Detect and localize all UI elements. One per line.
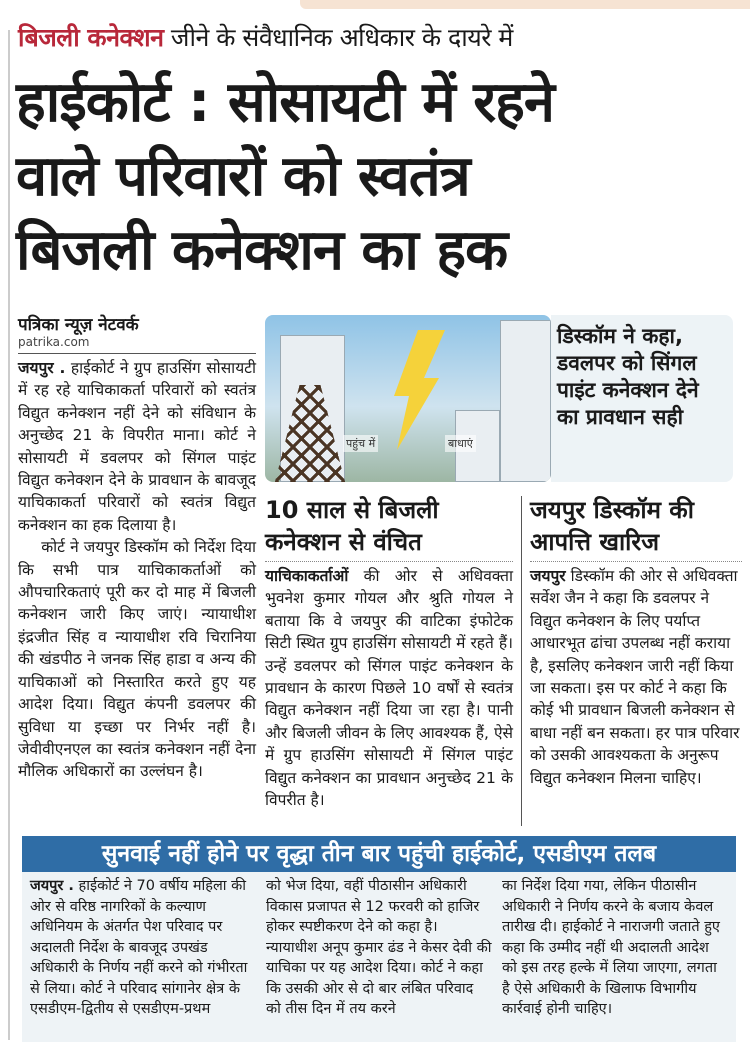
kicker-text: जीने के संवैधानिक अधिकार के दायरे में xyxy=(170,23,513,52)
building xyxy=(500,320,551,482)
callout-box: डिस्कॉम ने कहा, डवलपर को सिंगल पाइंट कनेक्शन देने का प्रावधान सही xyxy=(551,315,733,482)
section-body xyxy=(530,565,742,789)
paragraph-text: हाईकोर्ट ने 70 वर्षीय महिला की ओर से वरिष्ठ नागरिकों के कल्याण अधिनियम के अंतर्गत पेश परिवाद पर अदालती निर्देश के बावजूद उपखंड अधिकारी के निर्णय नहीं करने को गंभीरता से लिया। कोर्ट ने परिवाद सांगानेर क्षेत्र के एसडीएम-द्वितीय से एसडीएम-प्रथम xyxy=(30,878,248,1017)
headline xyxy=(16,66,746,288)
lead-word: जयपुर xyxy=(530,567,566,585)
lightning-bolt-icon xyxy=(385,330,445,450)
top-strip xyxy=(300,0,750,9)
headline-line: बिजली कनेक्शन का हक xyxy=(16,218,508,283)
section-body xyxy=(265,565,513,811)
bottom-column xyxy=(30,876,256,1020)
lead-word: याचिकाकर्ताओं xyxy=(265,567,349,585)
section-middle xyxy=(265,494,513,811)
kicker-highlight: बिजली कनेक्शन xyxy=(18,23,164,52)
bottom-story-banner: सुनवाई नहीं होने पर वृद्धा तीन बार पहुंची हाईकोर्ट, एसडीएम तलब xyxy=(22,836,736,872)
kicker xyxy=(18,20,513,54)
bottom-column: का निर्देश दिया गया, लेकिन पीठासीन अधिकारी ने निर्णय करने के बजाय केवल तारीख दी। हाईकोर्ट ने नाराजगी जताते हुए कहा कि उम्मीद नहीं थी अदालती आदेश को इस तरह हल्के में लिया जाएगा, लगता है ऐसे अधिकारी के खिलाफ विभागीय कार्रवाई होनी चाहिए। xyxy=(502,878,720,1017)
illustration-image xyxy=(265,315,551,482)
paragraph-text: डिस्कॉम की ओर से अधिवक्ता सर्वेश जैन ने कहा कि डवलपर ने विद्युत कनेक्शन के लिए पर्याप्त आधारभूत ढांचा उपलब्ध नहीं कराया है, इसलिए कनेक्शन जारी नहीं किया जा सकता। इस पर कोर्ट ने कहा कि कोई भी प्रावधान बिजली कनेक्शन से बाधा नहीं बन सकता। हर पात्र परिवार को उसकी आवश्यकता के अनुरूप विद्युत कनेक्शन मिलना चाहिए। xyxy=(530,567,740,787)
paragraph-text: की ओर से अधिवक्ता भुवनेश कुमार गोयल और श्रुति गोयल ने बताया कि वे जयपुर की वाटिका इंफोटेक सिटी स्थित ग्रुप हाउसिंग सोसायटी में रहते हैं। उन्हें डवलपर को सिंगल पाइंट कनेक्शन के प्रावधान के कारण पिछले 10 वर्षों से स्वतंत्र विद्युत कनेक्शन नहीं दिया जा रहा है। पानी और बिजली जीवन के लिए आवश्यक हैं, ऐसे में ग्रुप हाउसिंग सोसायटी में सिंगल पाइंट विद्युत कनेक्शन का प्रावधान अनुच्छेद 21 के विपरीत है। xyxy=(265,567,513,810)
headline-line: हाईकोर्ट : सोसायटी में रहने xyxy=(16,70,554,135)
dotted-divider xyxy=(265,561,513,562)
dateline: जयपुर . xyxy=(30,878,74,894)
section-heading: 10 साल से बिजली कनेक्शन से वंचित xyxy=(265,496,439,556)
divider xyxy=(18,353,256,354)
bottom-story-columns xyxy=(22,872,736,1024)
column-divider xyxy=(521,496,522,826)
main-paragraph xyxy=(18,357,256,536)
dotted-divider xyxy=(530,561,742,562)
byline: पत्रिका न्यूज़ नेटवर्क xyxy=(18,315,139,335)
paragraph-text: कोर्ट ने जयपुर डिस्कॉम को निर्देश दिया कि सभी पात्र याचिकाकर्ताओं को औपचारिकताएं पूरी कर दो माह में बिजली कनेक्शन जारी किए जाएं। न्यायाधीश इंद्रजीत सिंह व न्यायाधीश रवि चिरानिया की खंडपीठ ने जनक सिंह हाडा व अन्य की याचिकाओं को निस्तारित करते हुए यह आदेश दिया। विद्युत कंपनी डवलपर की सुविधा या इच्छा पर निर्भर नहीं है। जेवीवीएनएल का स्वतंत्र कनेक्शन नहीं देना मौलिक अधिकारों का उल्लंघन है। xyxy=(18,538,256,781)
bottom-column: को भेज दिया, वहीं पीठासीन अधिकारी विकास प्रजापत से 12 फरवरी को हाजिर होकर स्पष्टीकरण देने को कहा है। न्यायाधीश अनूप कुमार ढंड ने केसर देवी की याचिका पर यह आदेश दिया। कोर्ट ने कहा कि उसकी ओर से दो बार लंबित परिवाद को तीस दिन में तय करने xyxy=(266,878,492,1017)
section-heading: जयपुर डिस्कॉम की आपत्ति खारिज xyxy=(530,496,694,556)
headline-line: वाले परिवारों को स्वतंत्र xyxy=(16,144,470,209)
paragraph-text: हाईकोर्ट ने ग्रुप हाउसिंग सोसायटी में रह रहे याचिकाकर्ता परिवारों को स्वतंत्र विद्युत कनेक्शन नहीं देने को संविधान के अनुच्छेद 21 के विपरीत माना। कोर्ट ने सोसायटी में डवलपर को सिंगल पाइंट विद्युत कनेक्शन देने के प्रावधान के बावजूद याचिकाकर्ता परिवारों को स्वतंत्र विद्युत कनेक्शन का हक दिलाया है। xyxy=(18,359,257,534)
image-label: पहुंच में xyxy=(343,435,378,452)
main-paragraph xyxy=(18,536,256,782)
dateline: जयपुर . xyxy=(18,359,66,377)
bottom-story-box xyxy=(22,836,736,1042)
image-label: बाधाएं xyxy=(445,435,476,452)
left-border xyxy=(8,30,10,1040)
section-right xyxy=(530,494,742,789)
byline-site: patrika.com xyxy=(18,335,90,349)
main-story xyxy=(18,312,256,783)
